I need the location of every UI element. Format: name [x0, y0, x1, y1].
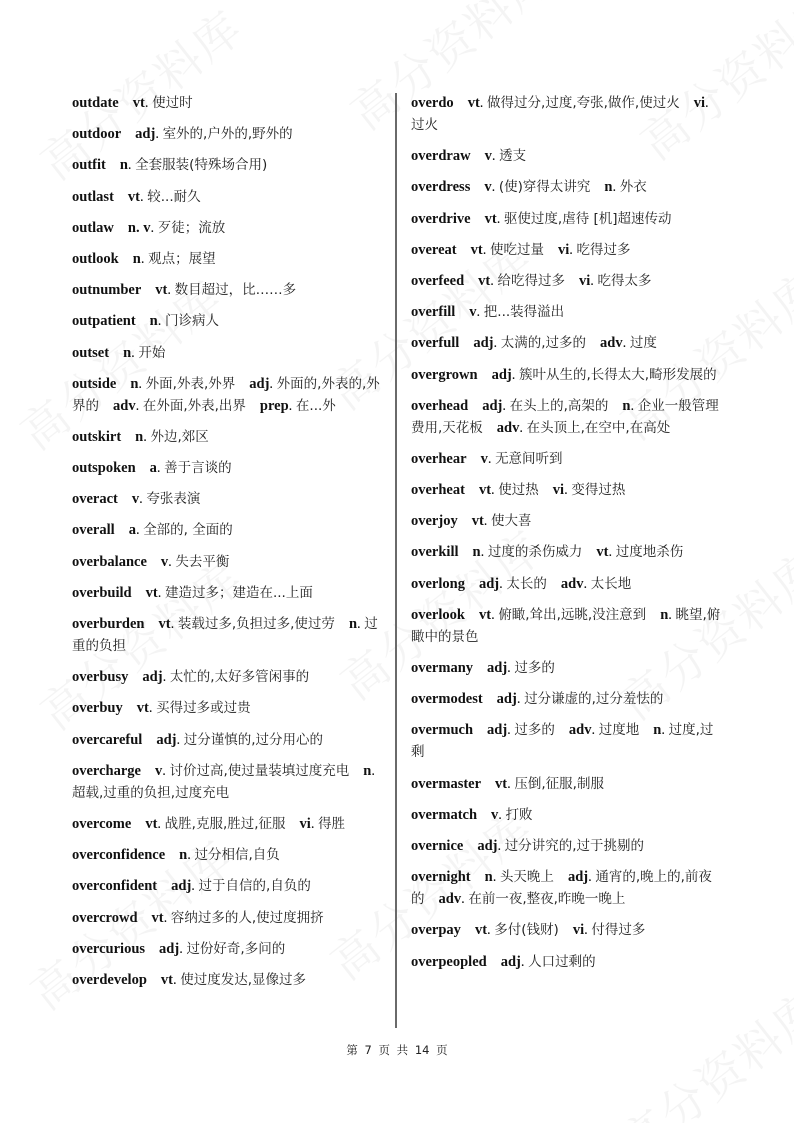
headword: outskirt [72, 428, 122, 445]
headword: overcurious [72, 940, 146, 957]
part-of-speech: vt [132, 95, 145, 111]
definition: 过度的杀伤威力 [487, 544, 583, 561]
footer-prefix: 第 [346, 1043, 358, 1057]
headword: overcareful [72, 731, 143, 748]
part-of-speech: adv [568, 722, 592, 739]
definition: 簇叶从生的,长得太大,畸形发展的 [519, 366, 717, 383]
definition: 给吃得过多 [497, 272, 565, 289]
definition: 超载,过重的负担,过度充电 [72, 784, 230, 801]
definition: 外面的,外表的,外界的 [72, 375, 380, 414]
part-of-speech: a [149, 460, 157, 477]
definition: 压倒,征服,制服 [514, 775, 604, 792]
definition: (使)穿得太讲究 [498, 179, 591, 196]
vocab-entry: overlong adj. 太长的 adv. 太长地 [411, 575, 632, 592]
vocab-entry: overmodest adj. 过分谦虚的,过分羞怯的 [411, 691, 664, 708]
part-of-speech: n [119, 157, 128, 174]
part-of-speech: adv [496, 419, 520, 436]
left-column [72, 92, 384, 1000]
definition: 较...耐久 [147, 188, 201, 205]
headword: overhead [411, 397, 469, 414]
definition: 在头上的,高架的 [509, 397, 609, 414]
part-of-speech: adj [478, 575, 500, 592]
headword: overcrowd [72, 909, 138, 926]
definition: 做得过分,过度,夸张,做作,使过火 [487, 95, 680, 111]
column-divider [395, 93, 397, 1028]
footer-suffix: 页 [436, 1043, 448, 1057]
definition: 过分相信,自负 [194, 847, 280, 864]
definition: 太忙的,太好多管闲事的 [169, 669, 310, 686]
part-of-speech: n [472, 544, 481, 561]
definition: 付得过多 [591, 922, 646, 939]
headword: overmaster [411, 775, 482, 792]
part-of-speech: vi [552, 482, 565, 499]
headword: outdate [72, 95, 119, 111]
definition: 驱使过度,虐待 [机]超速传动 [503, 210, 672, 227]
part-of-speech: vt [158, 616, 171, 632]
definition: 头天晚上 [499, 869, 554, 886]
headword: overnice [411, 837, 464, 854]
definition: 企业一般管理费用,天花板 [411, 397, 719, 436]
vocab-entry: overpeopled adj. 人口过剩的 [411, 953, 596, 970]
headword: overcome [72, 815, 132, 832]
headword: overconfident [72, 878, 158, 895]
definition: 使大喜 [491, 513, 532, 530]
headword: outlast [72, 188, 114, 205]
part-of-speech: vt [495, 775, 508, 792]
part-of-speech: v [160, 553, 169, 570]
headword: outnumber [72, 282, 142, 299]
headword: overlong [411, 575, 465, 592]
part-of-speech: adj [567, 869, 589, 886]
part-of-speech: n. v [127, 219, 151, 236]
vocab-entry: overlook vt. 俯瞰,耸出,远眺,没注意到 n. 眺望,俯瞰中的景色 [411, 606, 721, 645]
headword: overgrown [411, 366, 478, 383]
headword: overact [72, 491, 118, 508]
vocab-entry: outdate vt. 使过时 [72, 95, 193, 111]
headword: overbalance [72, 553, 147, 570]
vocab-entry: overmuch adj. 过多的 adv. 过度地 n. 过度,过剩 [411, 722, 714, 761]
headword: overmatch [411, 806, 478, 823]
definition: 在外面,外表,出界 [142, 397, 246, 414]
headword: outlaw [72, 219, 114, 236]
definition: 过度 [629, 335, 657, 352]
part-of-speech: n [622, 397, 631, 414]
vocab-entry: overdevelop vt. 使过度发达,显像过多 [72, 971, 307, 988]
definition: 通宵的,晚上的,前夜的 [411, 869, 712, 908]
part-of-speech: adj [171, 878, 192, 895]
definition: 战胜,克服,胜过,征服 [164, 815, 286, 832]
vocab-entry: overfeed vt. 给吃得过多 vi. 吃得太多 [411, 272, 652, 289]
part-of-speech: vi [578, 272, 591, 289]
vocab-entry: outset n. 开始 [72, 344, 166, 361]
headword: outset [72, 344, 110, 361]
vocab-entry: overcharge v. 讨价过高,使过量装填过度充电 n. 超载,过重的负担,过度充电 [72, 762, 375, 801]
definition: 观点；展望 [148, 250, 216, 267]
headword: outspoken [72, 460, 136, 477]
headword: overdraw [411, 148, 471, 165]
definition: 使吃过量 [489, 241, 544, 258]
definition: 使过度发达,显像过多 [180, 971, 307, 988]
definition: 人口过剩的 [528, 953, 596, 970]
part-of-speech: n [604, 179, 613, 196]
vocab-entry: overact v. 夸张表演 [72, 491, 201, 508]
part-of-speech: vt [474, 922, 488, 939]
headword: outdoor [72, 126, 122, 143]
right-column [411, 92, 724, 982]
part-of-speech: vt [145, 815, 158, 832]
part-of-speech: adj [482, 397, 503, 414]
vocab-entry: outspoken a. 善于言谈的 [72, 460, 232, 477]
definition: 得胜 [318, 815, 346, 832]
part-of-speech: v [154, 762, 163, 779]
definition: 无意间听到 [495, 450, 563, 467]
definition: 过火 [411, 117, 438, 133]
part-of-speech: adj [477, 837, 498, 854]
definition: 太长地 [590, 575, 632, 592]
footer-page-number: 7 [364, 1043, 372, 1057]
definition: 开始 [138, 344, 166, 361]
definition: 吃得太多 [597, 272, 652, 289]
definition: 建造过多；建造在...上面 [164, 584, 313, 601]
definition: 装载过多,负担过多,使过劳 [177, 616, 335, 632]
vocab-entry: overfill v. 把...装得溢出 [411, 304, 565, 321]
part-of-speech: v [484, 148, 492, 165]
definition: 过分讲究的,过于挑剔的 [504, 837, 645, 854]
part-of-speech: n [130, 375, 139, 392]
definition: 使过时 [152, 95, 193, 111]
vocab-entry: overconfident adj. 过于自信的,自负的 [72, 878, 311, 895]
vocab-entry: overkill n. 过度的杀伤威力 vt. 过度地杀伤 [411, 544, 684, 561]
headword: overbusy [72, 669, 129, 686]
part-of-speech: adj [500, 953, 521, 970]
vocab-entry: overcareful adj. 过分谨慎的,过分用心的 [72, 731, 324, 748]
definition: 全套服装(特殊场合用) [135, 157, 268, 174]
definition: 过份好奇,多问的 [186, 940, 286, 957]
headword: overpeopled [411, 953, 487, 970]
definition: 过多的 [514, 722, 555, 739]
part-of-speech: n [179, 847, 188, 864]
headword: overdevelop [72, 971, 147, 988]
vocab-entry: overeat vt. 使吃过量 vi. 吃得过多 [411, 241, 631, 258]
headword: overdrive [411, 210, 471, 227]
headword: overkill [411, 544, 459, 561]
footer-mid2: 共 [396, 1043, 409, 1057]
definition: 变得过热 [571, 482, 626, 499]
part-of-speech: adv [560, 575, 584, 592]
part-of-speech: vi [557, 241, 570, 258]
vocab-entry: overheat vt. 使过热 vi. 变得过热 [411, 482, 626, 499]
page-footer [0, 1042, 794, 1058]
vocab-entry: overmatch v. 打败 [411, 806, 533, 823]
part-of-speech: adv [113, 397, 136, 414]
part-of-speech: prep [259, 397, 289, 414]
definition: 眺望,俯瞰中的景色 [411, 606, 721, 645]
part-of-speech: adj [496, 691, 517, 708]
definition: 在头顶上,在空中,在高处 [526, 419, 671, 436]
vocab-entry: outlast vt. 较...耐久 [72, 188, 201, 205]
part-of-speech: vt [484, 210, 497, 227]
vocab-entry: overpay vt. 多付(钱财) vi. 付得过多 [411, 922, 646, 939]
vocab-entry: outdoor adj. 室外的,户外的,野外的 [72, 126, 293, 143]
part-of-speech: n [660, 606, 669, 623]
definition: 失去平衡 [175, 553, 230, 570]
definition: 容纳过多的人,使过度拥挤 [170, 909, 324, 926]
vocab-entry: overjoy vt. 使大喜 [411, 513, 532, 530]
headword: outpatient [72, 313, 136, 330]
vocab-entry: outfit n. 全套服装(特殊场合用) [72, 157, 268, 174]
definition: 俯瞰,耸出,远眺,没注意到 [498, 606, 647, 623]
definition: 室外的,户外的,野外的 [162, 126, 293, 143]
vocab-entry: overbuy vt. 买得过多或过贵 [72, 700, 251, 717]
part-of-speech: vt [478, 272, 491, 289]
headword: overmuch [411, 722, 474, 739]
headword: overpay [411, 922, 461, 939]
definition: 外边,郊区 [150, 428, 209, 445]
vocab-entry: overhead adj. 在头上的,高架的 n. 企业一般管理费用,天花板 adv. 在头顶上,在空中,在高处 [411, 397, 719, 436]
vocab-entry: overburden vt. 装载过多,负担过多,使过劳 n. 过重的负担 [72, 616, 378, 654]
vocab-entry: overdrive vt. 驱使过度,虐待 [机]超速传动 [411, 210, 672, 227]
part-of-speech: adj [491, 366, 512, 383]
headword: overlook [411, 606, 465, 623]
headword: outfit [72, 157, 106, 174]
definition: 把...装得溢出 [483, 304, 565, 321]
definition: 吃得过多 [576, 241, 631, 258]
part-of-speech: n [149, 313, 158, 330]
headword: overmany [411, 660, 474, 676]
definition: 过度地 [598, 722, 640, 739]
definition: 全部的, 全面的 [143, 522, 233, 539]
headword: overall [72, 522, 115, 539]
vocab-entry: outside n. 外面,外表,外界 adj. 外面的,外表的,外界的 adv. 在外面,外表,出界 prep. 在...外 [72, 375, 380, 414]
definition: 多付(钱财) [494, 922, 559, 939]
definition: 过度地杀伤 [615, 544, 684, 561]
vocab-entry: overdo vt. 做得过分,过度,夸张,做作,使过火 vi. 过火 [411, 95, 709, 133]
definition: 太满的,过多的 [500, 335, 587, 352]
part-of-speech: v [480, 450, 488, 467]
vocab-entry: outskirt n. 外边,郊区 [72, 428, 209, 445]
vocab-entry: overgrown adj. 簇叶从生的,长得太大,畸形发展的 [411, 366, 717, 383]
vocab-entry: overhear v. 无意间听到 [411, 450, 563, 467]
part-of-speech: adj [159, 940, 180, 957]
vocab-entry: overdress v. (使)穿得太讲究 n. 外衣 [411, 179, 647, 196]
definition: 太长的 [506, 575, 547, 592]
definition: 透支 [499, 148, 527, 165]
vocab-entry: overmany adj. 过多的 [411, 660, 555, 676]
part-of-speech: a [128, 522, 136, 539]
footer-mid1: 页 [378, 1043, 391, 1057]
headword: overhear [411, 450, 467, 467]
part-of-speech: n [135, 428, 144, 445]
part-of-speech: adj [487, 722, 508, 739]
definition: 数目超过，比……多 [174, 282, 297, 299]
part-of-speech: n [348, 616, 358, 632]
part-of-speech: n [132, 250, 141, 267]
headword: overbuild [72, 584, 132, 601]
part-of-speech: v [469, 304, 477, 321]
definition: 打败 [505, 806, 533, 823]
part-of-speech: adj [473, 335, 494, 352]
vocab-entry: overfull adj. 太满的,过多的 adv. 过度 [411, 335, 657, 352]
headword: overmodest [411, 691, 483, 708]
vocab-entry: overall a. 全部的, 全面的 [72, 522, 233, 539]
part-of-speech: v [131, 491, 140, 508]
part-of-speech: adj [135, 126, 156, 143]
definition: 过度,过剩 [411, 722, 714, 761]
definition: 外面,外表,外界 [145, 375, 236, 392]
headword: overburden [72, 616, 145, 632]
headword: overfeed [411, 272, 465, 289]
part-of-speech: n [123, 344, 132, 361]
part-of-speech: adj [487, 660, 508, 676]
part-of-speech: vi [693, 95, 705, 111]
part-of-speech: vi [572, 922, 585, 939]
headword: outlook [72, 250, 119, 267]
part-of-speech: vt [478, 482, 492, 499]
definition: 买得过多或过贵 [156, 700, 251, 717]
part-of-speech: vt [136, 700, 149, 717]
vocab-entry: outnumber vt. 数目超过，比……多 [72, 282, 297, 299]
part-of-speech: n [484, 869, 493, 886]
vocab-entry: overconfidence n. 过分相信,自负 [72, 847, 280, 864]
headword: overnight [411, 869, 471, 886]
headword: overdo [411, 95, 454, 111]
part-of-speech: v [491, 806, 499, 823]
vocab-entry: overbalance v. 失去平衡 [72, 553, 230, 570]
headword: overjoy [411, 513, 458, 530]
definition: 过重的负担 [72, 616, 378, 654]
part-of-speech: adv [438, 891, 462, 908]
definition: 使过热 [498, 482, 539, 499]
headword: overfill [411, 304, 456, 321]
definition: 外衣 [619, 179, 647, 196]
part-of-speech: n [363, 762, 372, 779]
vocab-entry: outlaw n. v. 歹徒；流放 [72, 219, 226, 236]
headword: overcharge [72, 762, 141, 779]
vocab-entry: overnice adj. 过分讲究的,过于挑剔的 [411, 837, 645, 854]
definition: 夸张表演 [146, 491, 201, 508]
part-of-speech: adj [249, 375, 270, 392]
vocab-entry: overdraw v. 透支 [411, 148, 527, 165]
headword: overbuy [72, 700, 123, 717]
part-of-speech: vt [145, 584, 158, 601]
definition: 在...外 [295, 397, 336, 414]
definition: 过分谨慎的,过分用心的 [183, 731, 324, 748]
part-of-speech: vt [471, 513, 484, 530]
definition: 门诊病人 [164, 313, 219, 330]
part-of-speech: vt [478, 606, 492, 623]
definition: 善于言谈的 [164, 460, 232, 477]
vocab-entry: outlook n. 观点；展望 [72, 250, 216, 267]
part-of-speech: vi [299, 815, 311, 832]
vocab-entry: overbuild vt. 建造过多；建造在...上面 [72, 584, 313, 601]
part-of-speech: v [484, 179, 492, 196]
definition: 过于自信的,自负的 [198, 878, 311, 895]
part-of-speech: vt [596, 544, 609, 561]
part-of-speech: vt [151, 909, 164, 926]
part-of-speech: vt [470, 241, 483, 258]
definition: 在前一夜,整夜,昨晚一晚上 [468, 891, 626, 908]
definition: 歹徒；流放 [157, 219, 226, 236]
headword: outside [72, 375, 117, 392]
definition: 讨价过高,使过量装填过度充电 [169, 762, 350, 779]
part-of-speech: adj [142, 669, 163, 686]
definition: 过分谦虚的,过分羞怯的 [524, 691, 664, 708]
vocab-entry: overmaster vt. 压倒,征服,制服 [411, 775, 604, 792]
footer-total-pages: 14 [414, 1043, 430, 1057]
vocab-entry: overcome vt. 战胜,克服,胜过,征服 vi. 得胜 [72, 815, 346, 832]
headword: overheat [411, 482, 465, 499]
part-of-speech: vt [467, 95, 480, 111]
definition: 过多的 [514, 660, 555, 676]
headword: overeat [411, 241, 457, 258]
vocab-entry: overcrowd vt. 容纳过多的人,使过度拥挤 [72, 909, 324, 926]
part-of-speech: adv [600, 335, 623, 352]
vocab-entry: outpatient n. 门诊病人 [72, 313, 219, 330]
part-of-speech: vt [155, 282, 168, 299]
vocab-entry: overnight n. 头天晚上 adj. 通宵的,晚上的,前夜的 adv. 在前一夜,整夜,昨晚一晚上 [411, 869, 712, 908]
part-of-speech: adj [156, 731, 177, 748]
part-of-speech: vt [160, 971, 173, 988]
headword: overdress [411, 179, 471, 196]
part-of-speech: vt [127, 188, 140, 205]
headword: overfull [411, 335, 460, 352]
vocab-entry: overbusy adj. 太忙的,太好多管闲事的 [72, 669, 310, 686]
vocab-entry: overcurious adj. 过份好奇,多问的 [72, 940, 286, 957]
part-of-speech: n [653, 722, 662, 739]
headword: overconfidence [72, 847, 166, 864]
